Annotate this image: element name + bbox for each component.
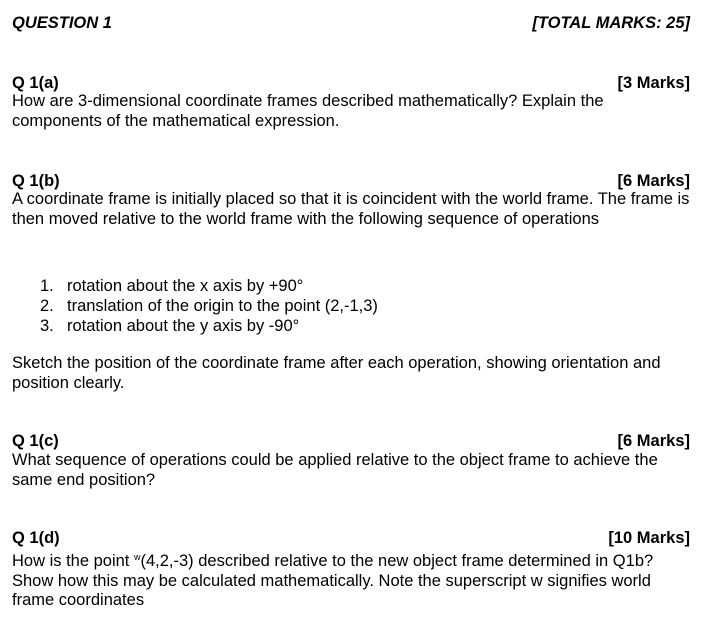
q1a-marks: [3 Marks] — [617, 74, 690, 92]
q1d-text — [12, 548, 690, 611]
q1b-operations-list — [40, 276, 640, 336]
q1c-text: What sequence of operations could be applied relative to the object frame to achieve the same end position? — [12, 451, 658, 489]
list-item-text: rotation about the y axis by -90° — [67, 317, 300, 335]
q1a-label: Q 1(a) — [12, 74, 59, 92]
q1b-label: Q 1(b) — [12, 172, 60, 190]
list-item-text: translation of the origin to the point (2,-1,3) — [67, 297, 378, 315]
q1d-marks: [10 Marks] — [608, 529, 690, 547]
q1a-heading — [12, 74, 690, 93]
list-item-number: 3. — [40, 317, 54, 335]
q1c-heading — [12, 432, 690, 451]
q1c-label: Q 1(c) — [12, 432, 59, 450]
list-item-text: rotation about the x axis by +90° — [67, 277, 304, 295]
q1d-heading — [12, 529, 690, 548]
q1d-label: Q 1(d) — [12, 529, 60, 547]
q1b-marks: [6 Marks] — [617, 172, 690, 190]
world-frame-superscript: w — [133, 552, 141, 562]
q1c-marks: [6 Marks] — [617, 432, 690, 450]
q1d-text-before: How is the point — [12, 552, 134, 570]
list-item — [40, 276, 640, 296]
q1d-text-after: (4,2,-3) described relative to the new object frame determined in Q1b? Show how this may be calculated mathematically. Note the superscript w signifies world frame coordinates — [12, 552, 654, 609]
q1b-text: A coordinate frame is initially placed so that it is coincident with the world frame. The frame is then moved relative to the world frame with the following sequence of operations — [12, 190, 690, 228]
total-marks: [TOTAL MARKS: 25] — [532, 14, 690, 32]
list-item-number: 1. — [40, 277, 54, 295]
q1a-text: How are 3-dimensional coordinate frames described mathematically? Explain the components of the mathematical expression. — [12, 92, 604, 130]
q1b-sketch-text: Sketch the position of the coordinate frame after each operation, showing orientation and position clearly. — [12, 354, 661, 392]
question-header — [12, 14, 690, 33]
question-page — [12, 0, 690, 617]
list-item-number: 2. — [40, 297, 54, 315]
list-item — [40, 296, 640, 316]
question-title: QUESTION 1 — [12, 14, 112, 32]
q1b-heading — [12, 172, 690, 191]
list-item — [40, 316, 640, 336]
